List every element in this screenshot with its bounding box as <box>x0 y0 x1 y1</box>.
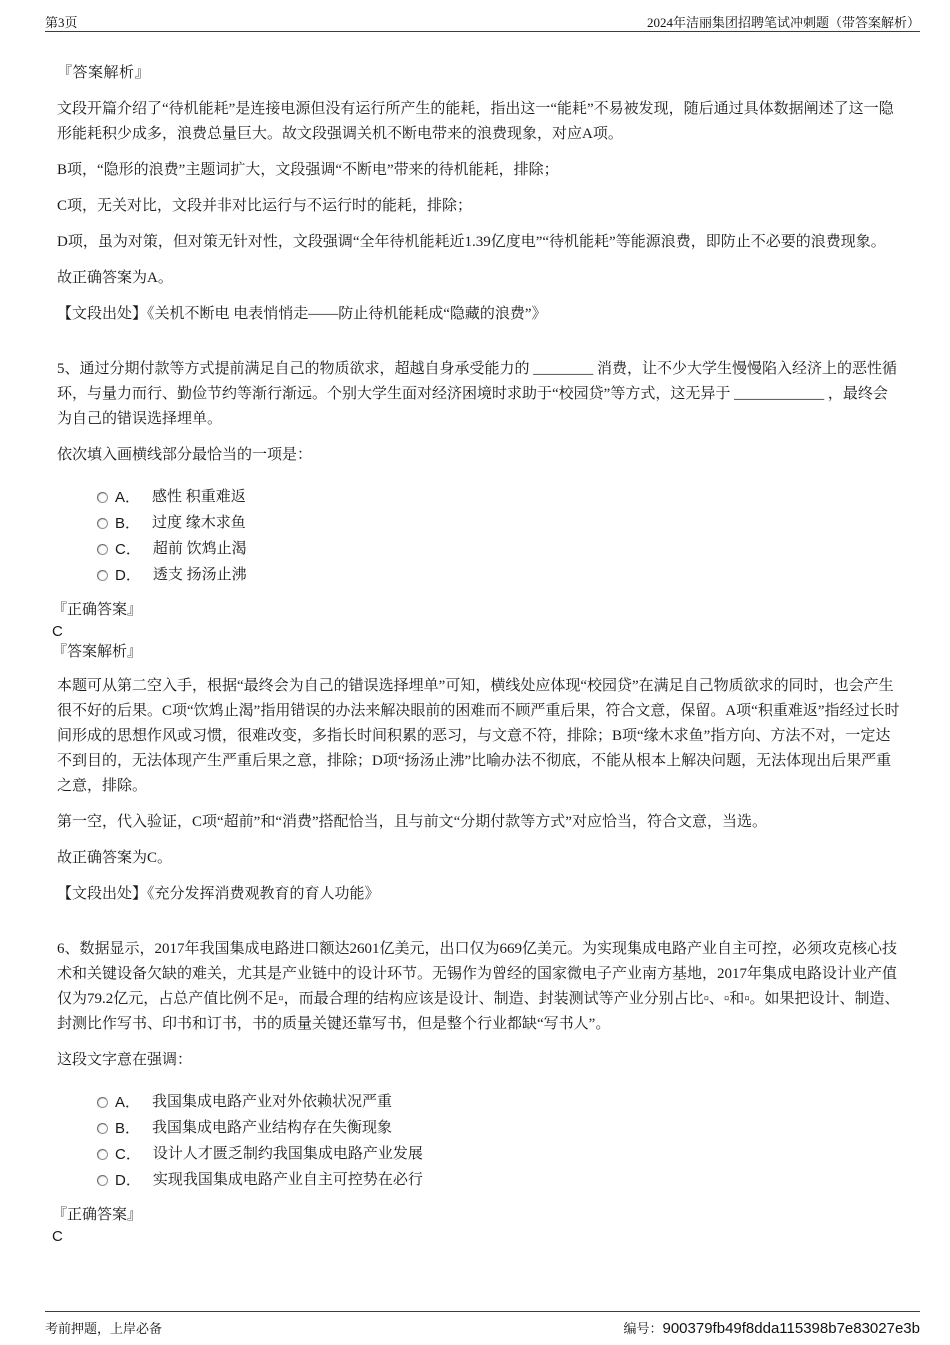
question6-answer-block <box>52 1205 900 1247</box>
correct-answer-letter: C <box>52 1228 63 1245</box>
radio-button-icon[interactable] <box>97 492 108 503</box>
footer-code-label: 编号： <box>623 1321 663 1336</box>
option-row-c[interactable] <box>97 536 900 562</box>
correct-answer-letter: C <box>52 623 63 640</box>
option-text: 超前 饮鸩止渴 <box>152 540 247 557</box>
radio-button-icon[interactable] <box>97 570 108 581</box>
page-header <box>45 12 920 31</box>
correct-answer-header: 『正确答案』 <box>52 602 143 618</box>
analysis-paragraph-c: C项，无关对比，文段并非对比运行与不运行时的能耗，排除； <box>57 198 473 214</box>
question5-prompt: 依次填入画横线部分最恰当的一项是： <box>57 447 313 463</box>
option-row-a[interactable] <box>97 484 900 510</box>
question5-conclusion: 故正确答案为C。 <box>57 850 173 866</box>
option-row-a[interactable] <box>97 1089 900 1115</box>
header-page-number: 第3页 <box>45 15 78 30</box>
option-text: 我国集成电路产业结构存在失衡现象 <box>152 1119 393 1136</box>
option-text: 实现我国集成电路产业自主可控势在必行 <box>152 1171 423 1188</box>
question5-answer-block <box>52 600 900 663</box>
option-letter: C． <box>115 1145 141 1163</box>
question6-stem: 6、数据显示，2017年我国集成电路进口额达2601亿美元，出口仅为669亿美元。为实现集成电路产业自主可控，必须攻克核心技术和关键设备欠缺的难关，尤其是产业链中的设计环节。无锡作为曾经的国家微电子产业南方基地，2017年集成电路设计业产值仅为79.2亿元，占总产值比例不足▫，而最合理的结构应该是设计、制造、封装测试等产业分别占比▫、▫和▫。如果把设计、制造、封测比作写书、印书和订书，书的质量关键还靠写书，但是整个行业都缺“写书人”。 <box>57 941 900 1032</box>
option-letter: D． <box>115 1171 141 1189</box>
analysis-paragraph: 文段开篇介绍了“待机能耗”是连接电源但没有运行所产生的能耗，指出这一“能耗”不易被发现，随后通过具体数据阐述了这一隐形能耗积少成多，浪费总量巨大。故文段强调关机不断电带来的浪费现象，对应A项。 <box>57 101 894 142</box>
radio-button-icon[interactable] <box>97 1149 108 1160</box>
analysis-conclusion: 故正确答案为A。 <box>57 270 173 286</box>
option-row-d[interactable] <box>97 1167 900 1193</box>
question6-prompt: 这段文字意在强调： <box>57 1052 193 1068</box>
page-content <box>52 50 900 1247</box>
analysis-header: 『答案解析』 <box>52 644 143 660</box>
passage-source: 【文段出处】《关机不断电 电表悄悄走——防止待机能耗成“隐藏的浪费”》 <box>57 306 547 322</box>
correct-answer-header: 『正确答案』 <box>52 1207 143 1223</box>
option-text: 感性 积重难返 <box>152 488 246 505</box>
analysis-paragraph-b: B项，“隐形的浪费”主题词扩大，文段强调“不断电”带来的待机能耗，排除； <box>57 162 559 178</box>
header-rule <box>45 31 920 32</box>
option-text: 设计人才匮乏制约我国集成电路产业发展 <box>152 1145 423 1162</box>
option-row-c[interactable] <box>97 1141 900 1167</box>
analysis-header: 『答案解析』 <box>57 65 151 81</box>
option-letter: A． <box>115 488 141 506</box>
option-text: 透支 扬汤止沸 <box>152 566 247 583</box>
page-footer <box>45 1318 920 1337</box>
question5-analysis-1: 本题可从第二空入手，根据“最终会为自己的错误选择埋单”可知，横线处应体现“校园贷”在满足自己物质欲求的同时，也会产生很不好的后果。C项“饮鸩止渴”指用错误的办法来解决眼前的困难而不顾严重后果，符合文意，保留。A项“积重难返”指经过长时间形成的思想作风或习惯，很难改变，多指长时间积累的恶习，与文意不符，排除；B项“缘木求鱼”指方向、方法不对，一定达不到目的，无法体现产生严重后果之意，排除；D项“扬汤止沸”比喻办法不彻底，不能从根本上解决问题，无法体现出后果严重之意，排除。 <box>57 678 900 794</box>
option-text: 过度 缘木求鱼 <box>152 514 246 531</box>
analysis-paragraph-d: D项，虽为对策，但对策无针对性，文段强调“全年待机能耗近1.39亿度电”“待机能耗”等能源浪费，即防止不必要的浪费现象。 <box>57 234 886 250</box>
footer-code <box>623 1318 920 1337</box>
radio-button-icon[interactable] <box>97 544 108 555</box>
question6-section <box>52 937 900 1247</box>
question5-stem: 5、通过分期付款等方式提前满足自己的物质欲求，超越自身承受能力的 ________ 消费，让不少大学生慢慢陷入经济上的恶性循环，与量力而行、勤俭节约等渐行渐远。个别大学生面对经济困境时求助于“校园贷”等方式，这无异于 ____________ ，最终会为自己的错误选择埋单。 <box>57 361 898 427</box>
option-letter: B． <box>115 514 141 532</box>
question4-analysis-section <box>57 61 900 327</box>
option-text: 我国集成电路产业对外依赖状况严重 <box>152 1093 393 1110</box>
radio-button-icon[interactable] <box>97 1175 108 1186</box>
footer-rule <box>45 1311 920 1312</box>
radio-button-icon[interactable] <box>97 1123 108 1134</box>
question5-options <box>97 484 900 588</box>
option-row-b[interactable] <box>97 1115 900 1141</box>
passage-source: 【文段出处】《充分发挥消费观教育的育人功能》 <box>57 886 380 902</box>
footer-code-value: 900379fb49f8dda115398b7e83027e3b <box>662 1320 920 1337</box>
footer-slogan: 考前押题，上岸必备 <box>45 1321 163 1336</box>
option-row-d[interactable] <box>97 562 900 588</box>
option-letter: C． <box>115 540 141 558</box>
option-letter: B． <box>115 1119 141 1137</box>
option-letter: A． <box>115 1093 141 1111</box>
header-doc-title: 2024年洁丽集团招聘笔试冲刺题（带答案解析） <box>646 15 920 30</box>
option-row-b[interactable] <box>97 510 900 536</box>
radio-button-icon[interactable] <box>97 518 108 529</box>
question6-options <box>97 1089 900 1193</box>
option-letter: D． <box>115 566 141 584</box>
question5-section <box>52 357 900 907</box>
radio-button-icon[interactable] <box>97 1097 108 1108</box>
question5-analysis-2: 第一空，代入验证，C项“超前”和“消费”搭配恰当，且与前文“分期付款等方式”对应恰当，符合文意，当选。 <box>57 814 767 830</box>
